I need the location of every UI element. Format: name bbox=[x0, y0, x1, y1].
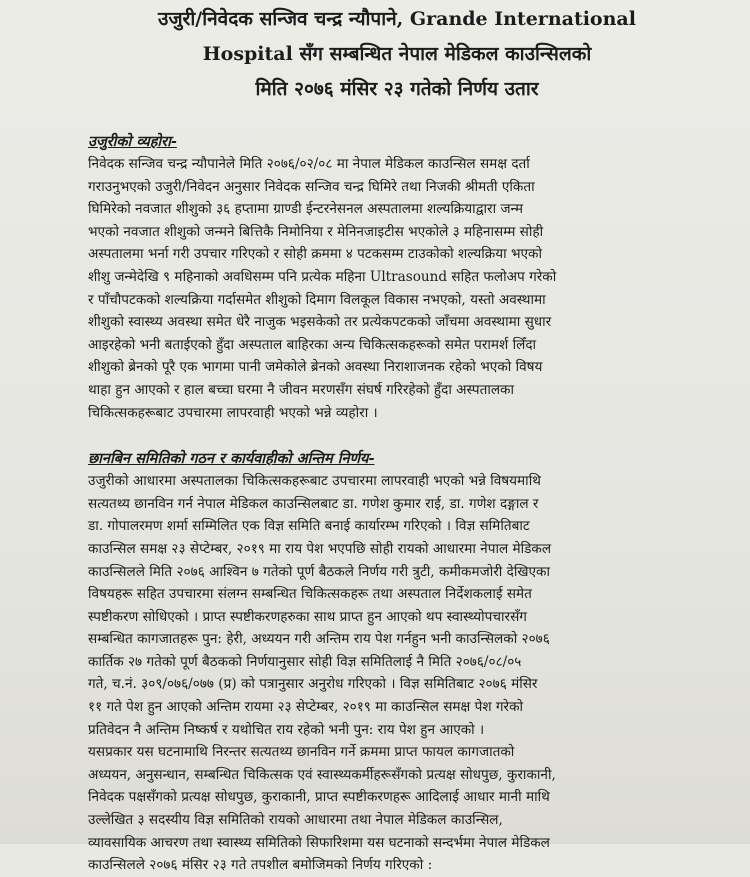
text-line: काउन्सिलले मिति २०७६ आश्विन ७ गतेको पूर्ण बैठकले निर्णय गरी त्रुटी, कमीकमजोरी देखिएका bbox=[88, 563, 550, 580]
document-title bbox=[88, 2, 706, 107]
text-line: गराउनुभएको उजुरी/निवेदन अनुसार निवेदक सन्जिव चन्द्र घिमिरे तथा निजकी श्रीमती एकिता bbox=[88, 178, 535, 195]
title-line-2: Hospital सँग सम्बन्धित नेपाल मेडिकल काउन्सिलको bbox=[202, 43, 592, 65]
text-line: शीशुको स्वास्थ्य अवस्था समेत धेरै नाजुक भइसकेको तर प्रत्येकपटकको जाँचमा अवस्थामा सुधार bbox=[88, 314, 552, 331]
text-line: भएको नवजात शीशुको जन्मने बित्तिकै निमोनिया र मेनिनजाइटीस भएकोले ३ महिनासम्म सोही bbox=[88, 223, 544, 240]
text-line: शीशुको ब्रेनको पूरै एक भागमा पानी जमेकोले ब्रेनको अवस्था निराशाजनक रहेको भएको विषय bbox=[88, 359, 543, 376]
title-line-1: उजुरी/निवेदक सन्जिव चन्द्र न्यौपाने, Grande International bbox=[158, 8, 636, 30]
text-line: शीशु जन्मेदेखि ९ महिनाको अवधिसम्म पनि प्रत्येक महिना Ultrasound सहित फलोअप गरेको bbox=[88, 268, 557, 285]
text-line: गते, च.नं. ३०९/०७६/०७७ (प्र) को पत्रानुसार अनुरोध गरिएको । विज्ञ समितिबाट २०७६ मंसिर bbox=[88, 676, 538, 693]
text-line: चिकित्सकहरूबाट उपचारमा लापरवाही भएको भन्ने व्यहोरा । bbox=[88, 404, 378, 421]
text-line: अध्ययन, अनुसन्धान, सम्बन्धित चिकित्सक एवं स्वास्थ्यकर्मीहरूसँगको प्रत्यक्ष सोधपुछ, कुराकानी, bbox=[88, 766, 556, 783]
complaint-heading: उजुरीको व्यहोरा- bbox=[88, 133, 177, 150]
text-line: यसप्रकार यस घटनामाथि निरन्तर सत्यतथ्य छानविन गर्ने क्रममा प्राप्त फायल कागजातको bbox=[88, 744, 515, 761]
text-line: व्यावसायिक आचरण तथा स्वास्थ्य समितिको सिफारिशमा यस घटनाको सन्दर्भमा नेपाल मेडिकल bbox=[88, 834, 550, 851]
text-line: सत्यतथ्य छानविन गर्न नेपाल मेडिकल काउन्सिलबाट डा. गणेश कुमार राई, डा. गणेश दङ्गाल र bbox=[88, 495, 539, 512]
text-line: निवेदक सन्जिव चन्द्र न्यौपानेले मिति २०७६/०२/०८ मा नेपाल मेडिकल काउन्सिल समक्ष दर्ता bbox=[88, 156, 530, 172]
text-line: निवेदक पक्षसँगको प्रत्यक्ष सोधपुछ, कुराकानी, प्राप्त स्पष्टीकरणहरू आदिलाई आधार मानी माथि bbox=[88, 789, 550, 806]
title-line-3: मिति २०७६ मंसिर २३ गतेको निर्णय उतार bbox=[255, 78, 539, 100]
text-line: प्रतिवेदन नै अन्तिम निष्कर्ष र यथोचित राय रहेको भनी पुन: राय पेश हुन आएको । bbox=[88, 721, 485, 738]
text-line: थाहा हुन आएको र हाल बच्चा घरमा नै जीवन मरणसँग संघर्ष गरिरहेको हुँदा अस्पतालका bbox=[88, 381, 515, 398]
text-line: काउन्सिल समक्ष २३ सेप्टेम्बर, २०१९ मा राय पेश भएपछि सोही रायको आधारमा नेपाल मेडिकल bbox=[88, 540, 552, 557]
committee-decision-heading: छानबिन समितिको गठन र कार्यवाहीको अन्तिम निर्णय- bbox=[88, 450, 375, 468]
complaint-paragraph bbox=[88, 153, 706, 424]
text-line: घिमिरेको नवजात शीशुको ३६ हप्तामा ग्राण्डी ईन्टरनेसनल अस्पतालमा शल्यक्रियाद्वारा जन्म bbox=[88, 201, 523, 218]
text-line: र पाँचौपटकको शल्यक्रिया गर्दासमेत शीशुको दिमाग विलकूल विकास नभएको, यस्तो अवस्थामा bbox=[88, 291, 546, 308]
committee-paragraph bbox=[88, 470, 706, 877]
text-line: अस्पतालमा भर्ना गरी उपचार गरिएको र सोही क्रममा ४ पटकसम्म टाउकोको शल्यक्रिया भएको bbox=[88, 246, 543, 263]
text-line: काउन्सिलले २०७६ मंसिर २३ गते तपशील बमोजिमको निर्णय गरिएको : bbox=[88, 857, 433, 874]
text-line: उल्लेखित ३ सदस्यीय विज्ञ समितिको रायको आधारमा तथा नेपाल मेडिकल काउन्सिल, bbox=[88, 812, 503, 829]
text-line: डा. गोपालरमण शर्मा सम्मिलित एक विज्ञ समिति बनाई कार्यारम्भ गरिएको । विज्ञ समितिबाट bbox=[88, 518, 530, 535]
text-line: ११ गते पेश हुन आएको अन्तिम रायमा २३ सेप्टेम्बर, २०१९ मा काउन्सिल समक्ष पेश गरेको bbox=[88, 699, 524, 716]
text-line: सम्बन्धित कागजातहरू पुन: हेरी, अध्ययन गरी अन्तिम राय पेश गर्नहुन भनी काउन्सिलको २०७६ bbox=[88, 631, 550, 648]
text-line: विषयहरू सहित उपचारमा संलग्न सम्बन्धित चिकित्सकहरू तथा अस्पताल निर्देशकलाई समेत bbox=[88, 586, 532, 603]
text-line: आइरहेको भनी बताईएको हुँदा अस्पताल बाहिरका अन्य चिकित्सकहरूको समेत परामर्श लिँदा bbox=[88, 336, 537, 353]
text-line: स्पष्टीकरण सोधिएको । प्राप्त स्पष्टीकरणहरुका साथ प्राप्त हुन आएको थप स्वास्थ्योपचारसँग bbox=[88, 608, 527, 625]
text-line: कार्तिक २७ गतेको पूर्ण बैठकको निर्णयानुसार सोही विज्ञ समितिलाई नै मिति २०७६/०८/०५ bbox=[88, 653, 522, 670]
text-line: उजुरीको आधारमा अस्पतालका चिकित्सकहरूबाट उपचारमा लापरवाही भएको भन्ने विषयमाथि bbox=[88, 473, 541, 490]
